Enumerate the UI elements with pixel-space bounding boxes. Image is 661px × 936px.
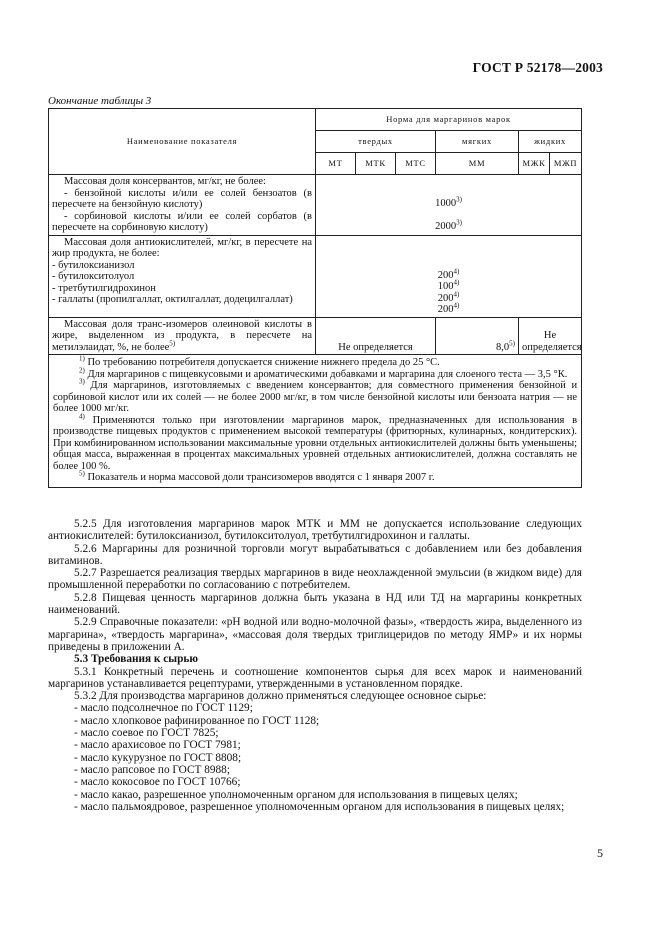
- row-text-line: - бутилокситолуол: [52, 271, 135, 282]
- footnote-2: $^{2)}$ Для маргаринов с пищевкусовыми и ароматическими добавками и маргарина для слоеного теста — 3,5 °К.: [79, 366, 568, 380]
- row-text-line: - сорбиновой кислоты и/или ее солей сорбатов (в пересчете на сорбиновую кислоту): [52, 210, 312, 233]
- header-mark-mts: МТС: [396, 153, 436, 175]
- header-mark-mt: МТ: [316, 153, 356, 175]
- list-item: - масло арахисовое по ГОСТ 7981;: [74, 739, 241, 752]
- value-bht: 100$^{4)}$: [437, 278, 460, 292]
- row-text-line: Массовая доля антиокислителей, мг/кг, в пересчете на жир продукта, не более:: [52, 236, 312, 259]
- value-benzoic: 1000$^{3)}$: [435, 195, 462, 209]
- list-item: - масло кокосовое по ГОСТ 10766;: [74, 776, 241, 789]
- paragraph-5-2-6: 5.2.6 Маргарины для розничной торговли могут вырабатываться с добавлением или без добавления витаминов.: [48, 542, 582, 567]
- header-mark-mtk: МТК: [356, 153, 396, 175]
- row-text-line: Массовая доля консервантов, мг/кг, не более:: [64, 176, 266, 187]
- list-item: - масло соевое по ГОСТ 7825;: [74, 727, 219, 740]
- value-sorbic: 2000$^{3)}$: [435, 218, 462, 232]
- list-item: - масло подсолнечное по ГОСТ 1129;: [74, 702, 253, 715]
- row-text-line: - бензойной кислоты и/или ее солей бензоатов (в пересчете на бензойную кислоту): [52, 187, 312, 210]
- paragraph-5-2-9: 5.2.9 Справочные показатели: «рН водной или водно-молочной фазы», «твердость жира, выделенного из маргарина», «твердость маргарина», «массовая доля твердых триглицеридов по методу ЯМР» и их нормы приведены в приложении А.: [48, 616, 582, 653]
- paragraph-5-3-2: 5.3.2 Для производства маргаринов должно применяться следующее основное сырье:: [74, 690, 487, 703]
- row-text-line: - бутилоксианизол: [52, 259, 135, 271]
- value-tbhq: 200$^{4)}$: [437, 290, 460, 304]
- header-name-column: Наименование показателя: [49, 109, 316, 175]
- list-item: - масло кукурузное по ГОСТ 8808;: [74, 751, 242, 764]
- row-text-line: - галлаты (пропилгаллат, октилгаллат, додецилгаллат): [52, 294, 293, 305]
- page-number: 5: [597, 846, 603, 860]
- value-gallates: 200$^{4)}$: [437, 301, 460, 315]
- value-bha: 200$^{4)}$: [437, 267, 460, 281]
- row-trans-hard: Не определяется: [316, 317, 436, 355]
- body-text: [48, 518, 582, 813]
- header-group-liquid: жидких: [519, 131, 582, 153]
- paragraph-5-2-8: 5.2.8 Пищевая ценность маргаринов должна быть указана в НД или ТД на маргарины конкретных наименований.: [48, 591, 582, 617]
- row-antioxidants-label: [49, 235, 316, 317]
- footnote-1: $^{1)}$ По требованию потребителя допускается снижение нижнего предела до 25 °С.: [79, 354, 440, 368]
- header-group-soft: мягких: [436, 131, 519, 153]
- row-trans-label: Массовая доля транс-изомеров олеиновой кислоты в жире, выделенном из продукта, в пересчете на метилэлаидат, %, не более$^{5)}$: [49, 317, 316, 355]
- footnote-4: $^{4)}$ Применяются только при изготовлении маргаринов марок, предназначенных для использования в производстве пищевых продуктов с применением высокой температуры (фритюрных, кулинарных, кондитерских). При комбинированном использовании максимальные уровни отдельных антиокислителей должны быть уменьшены; общая масса, выраженная в процентах максимальных уровней отдельных антиокислителей, должна составлять не более 100 %.: [53, 412, 578, 472]
- section-title: 5.3 Требования к сырью: [74, 653, 198, 666]
- row-antioxidants-value: [316, 235, 582, 317]
- list-item: - масло хлопковое рафинированное по ГОСТ 1128;: [74, 714, 320, 727]
- row-preservatives-value: [316, 175, 582, 236]
- list-item: - масло пальмоядровое, разрешенное уполномоченным органом для использования в пищевых целях;: [74, 800, 565, 813]
- header-mark-mzhp: МЖП: [550, 153, 582, 175]
- row-text-line: - третбутилгидрохинон: [52, 282, 156, 294]
- document-header: ГОСТ Р 52178—2003: [472, 60, 603, 75]
- list-item: - масло рапсовое по ГОСТ 8988;: [74, 763, 230, 776]
- paragraph-5-2-5: 5.2.5 Для изготовления маргаринов марок МТК и ММ не допускается использование следующих антиокислителей: бутилоксианизол, бутилокситолуол, третбутилгидрохинон и галлаты.: [48, 518, 582, 543]
- norms-table: [48, 108, 582, 488]
- row-trans-liquid: Не определяется: [519, 317, 582, 355]
- header-group-hard: твердых: [316, 131, 436, 153]
- table-footnotes: [49, 355, 582, 488]
- paragraph-5-3-1: 5.3.1 Конкретный перечень и соотношение компонентов сырья для всех марок и наименований маргаринов устанавливается рецептурами, утвержденными в установленном порядке.: [48, 665, 582, 690]
- footnote-3: $^{3)}$ Для маргаринов, изготовляемых с введением консервантов; для совместного применения бензойной и сорбиновой кислот или их солей — не более 2000 мг/кг, в том числе бензойной кислоты или бензоата натрия — не более 1000 мг/кг.: [53, 377, 578, 414]
- row-trans-soft: 8,0$^{5)}$: [436, 317, 519, 355]
- list-item: - масло какао, разрешенное уполномоченным органом для использования в пищевых целях;: [74, 788, 518, 801]
- header-mark-mzhk: МЖК: [519, 153, 550, 175]
- header-norm: Норма для маргаринов марок: [316, 109, 582, 131]
- header-mark-mm: ММ: [436, 153, 519, 175]
- row-preservatives-label: [49, 175, 316, 236]
- paragraph-5-2-7: 5.2.7 Разрешается реализация твердых маргаринов в виде неохлажденной эмульсии (в жидком виде) для промышленной переработки по согласованию с потребителем.: [48, 567, 582, 592]
- table-caption: Окончание таблицы 3: [48, 95, 152, 107]
- footnote-5: $^{5)}$ Показатель и норма массовой доли трансизомеров вводятся с 1 января 2007 г.: [79, 469, 435, 483]
